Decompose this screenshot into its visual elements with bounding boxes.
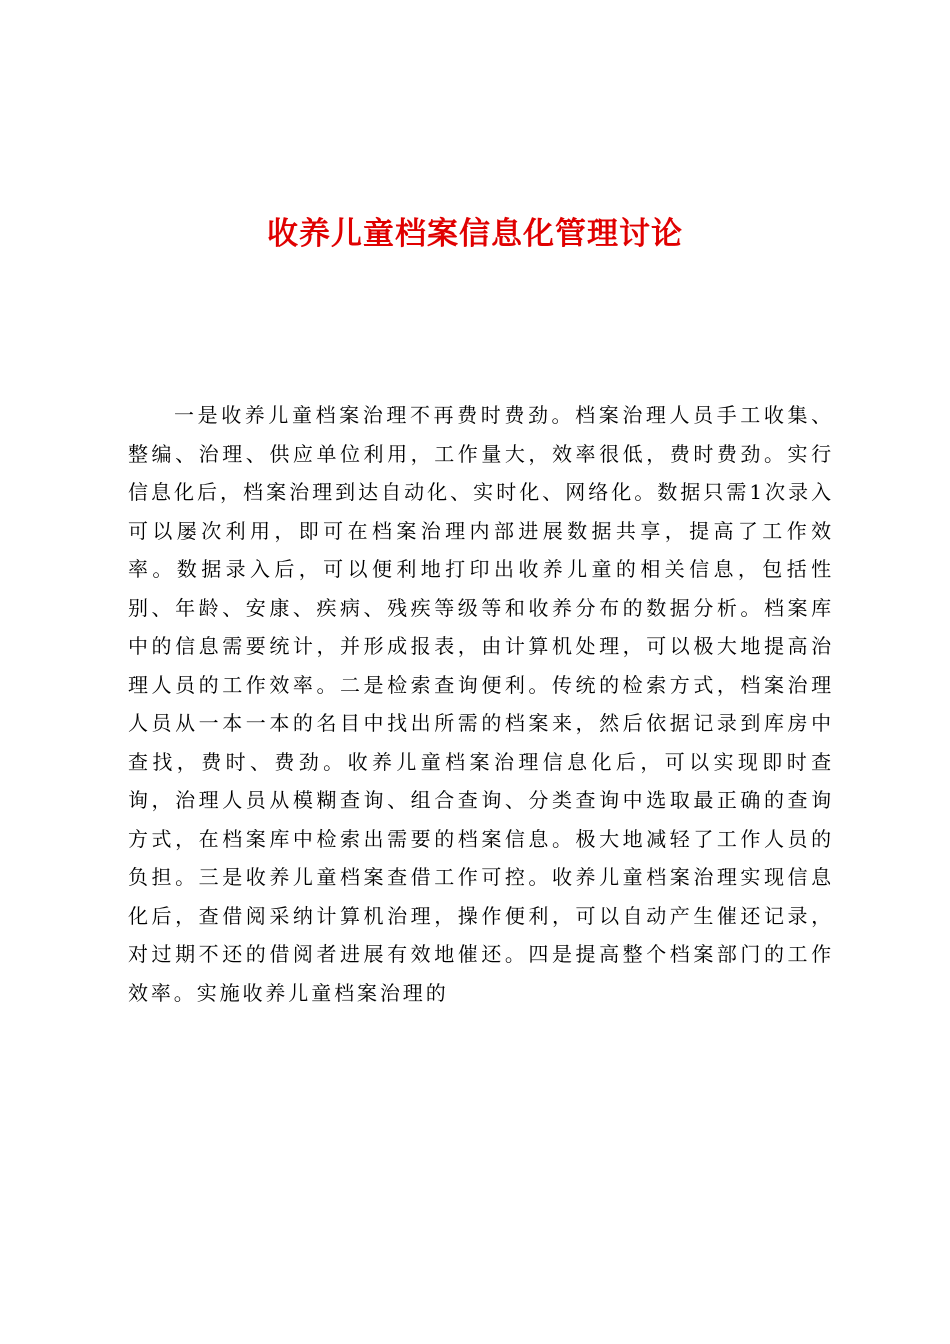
document-title: 收养儿童档案信息化管理讨论 xyxy=(267,216,683,252)
body-paragraph: 一是收养儿童档案治理不再费时费劲。档案治理人员手工收集、整编、治理、供应单位利用，工作量大，效率很低，费时费劲。实行信息化后，档案治理到达自动化、实时化、网络化。数据只需1次录入可以屡次利用，即可在档案治理内部进展数据共享，提高了工作效率。数据录入后，可以便利地打印出收养儿童的相关信息，包括性别、年龄、安康、疾病、残疾等级等和收养分布的数据分析。档案库中的信息需要统计，并形成报表，由计算机处理，可以极大地提高治理人员的工作效率。二是检索查询便利。传统的检索方式，档案治理人员从一本一本的名目中找出所需的档案来，然后依据记录到库房中查找，费时、费劲。收养儿童档案治理信息化后，可以实现即时查询，治理人员从模糊查询、组合查询、分类查询中选取最正确的查询方式，在档案库中检索出需要的档案信息。极大地减轻了工作人员的负担。三是收养儿童档案查借工作可控。收养儿童档案治理实现信息化后，查借阅采纳计算机治理，操作便利，可以自动产生催还记录，对过期不还的借阅者进展有效地催还。四是提高整个档案部门的工作效率。实施收养儿童档案治理的 xyxy=(128,403,834,1005)
